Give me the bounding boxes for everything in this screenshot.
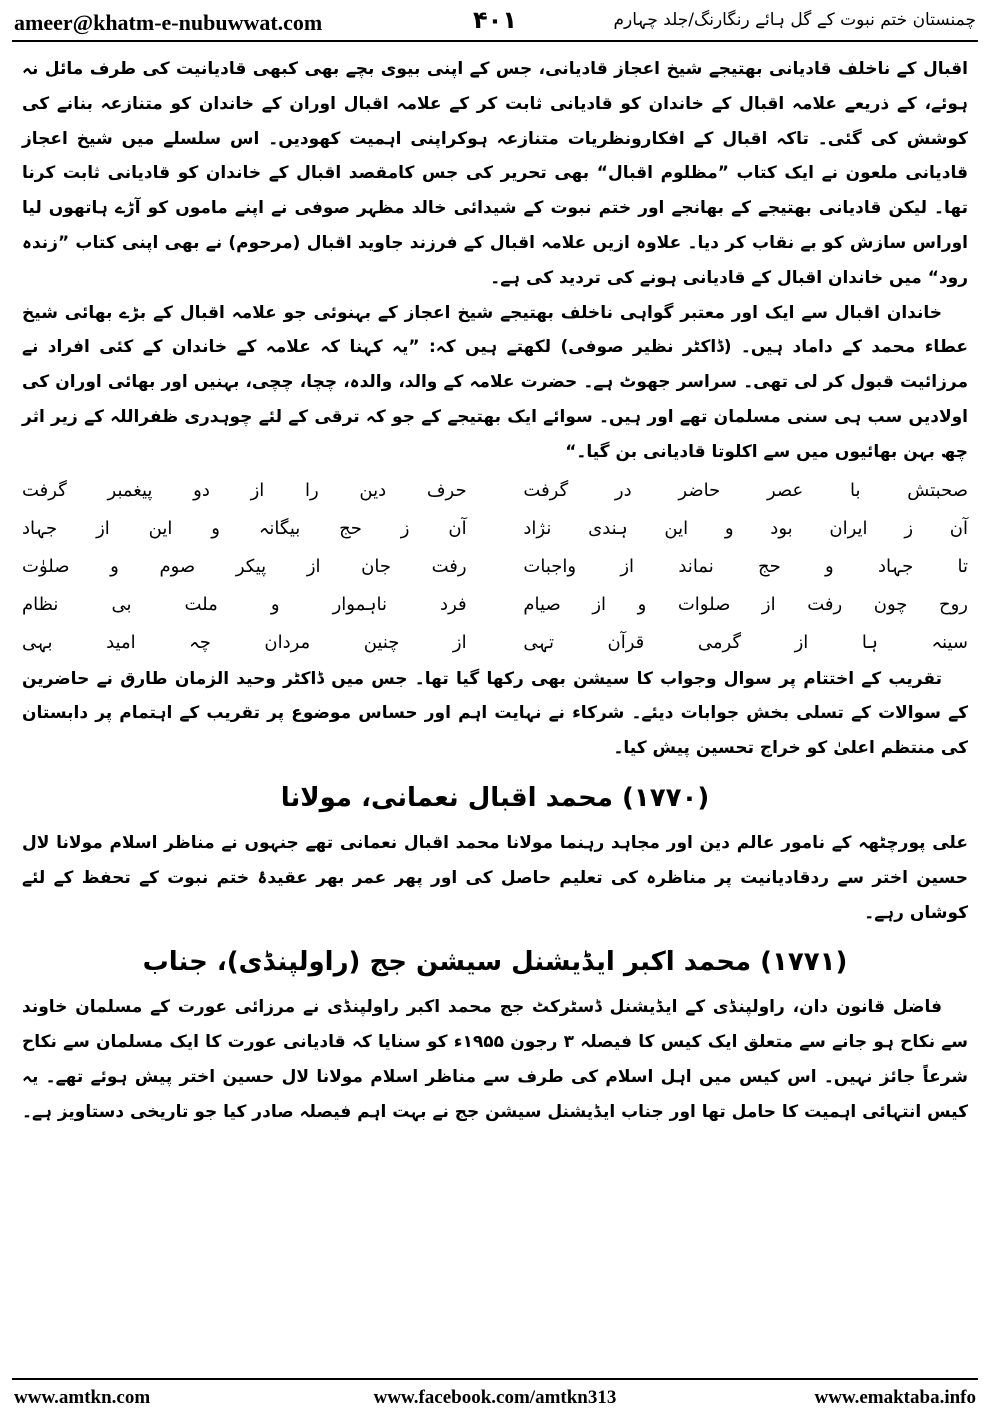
verse-first-half: روح چون رفت از صلوات و از صیام: [523, 593, 968, 615]
section-heading-1770: (۱۷۷۰) محمد اقبال نعمانی، مولانا: [280, 782, 710, 813]
verse-first-half: سینہ ہا از گرمی قرآن تہی: [523, 631, 968, 653]
page-header: [12, 6, 978, 42]
footer-link-facebook[interactable]: www.facebook.com/amtkn313: [373, 1387, 617, 1408]
paragraph-iqbal-family: اقبال کے ناخلف قادیانی بھتیجے شیخ اعجاز قادیانی، جس کے اپنی بیوی بچے بھی کبھی قادیانیت کی طرف مائل نہ ہوئے، کے ذریعے علامہ اقبال کے خاندان کو قادیانی ثابت کر کے علامہ اقبال اوران کے خاندان کو متنازعہ بنانے کی کوشش کی گئی۔ تاکہ اقبال کے افکارونظریات متنازعہ ہوکراپنی اہمیت کھودیں۔ اس سلسلے میں شیخ اعجاز قادیانی ملعون نے ایک کتاب ”مظلوم اقبال“ بھی تحریر کی جس کامقصد اقبال کے خاندان کو قادیانی ثابت کرنا تھا۔ لیکن قادیانی بھتیجے کے بھانجے اور ختم نبوت کے شیدائی خالد مظہر صوفی نے اپنے ماموں کو آڑے ہاتھوں لیا اوراس سازش کو بے نقاب کر دیا۔ علاوہ ازیں علامہ اقبال کے فرزند جاوید اقبال (مرحوم) نے بھی اپنی کتاب ”زندہ رود“ میں خاندان اقبال کے قادیانی ہونے کی تردید کی ہے۔: [22, 59, 968, 288]
paragraph-qa-session: تقریب کے اختتام پر سوال وجواب کا سیشن بھی رکھا گیا تھا۔ جس میں ڈاکٹر وحید الزمان طارق نے حاضرین کے سوالات کے تسلی بخش جوابات دیئے۔ شرکاء نے نہایت اہم اور حساس موضوع پر تقریب کے اہتمام پر دابستان کی منتظم اعلیٰ کو خراج تحسین پیش کیا۔: [22, 668, 969, 759]
paragraph-iqbal-nomani: علی پورچٹھہ کے نامور عالم دین اور مجاہد رہنما مولانا محمد اقبال نعمانی تھے جنہوں نے مناظر اسلام مولانا لال حسین اختر سے ردقادیانیت پر مناظرہ کی تعلیم حاصل کی اور پھر عمر بھر عقیدۂ ختم نبوت کے تحفظ کے لئے کوشاں رہے۔: [22, 832, 968, 923]
verse-first-half: تا جہاد و حج نماند از واجبات: [523, 555, 968, 577]
page-number: ۴۰۱: [473, 6, 517, 34]
verse-second-half: فرد ناہموار و ملت بی نظام: [22, 593, 467, 615]
book-title: چمنستان ختم نبوت کے گل ہائے رنگارنگ/جلد چہارم: [613, 10, 976, 30]
verse-first-half: صحبتش با عصر حاضر در گرفت: [523, 479, 968, 501]
verse-second-half: آن ز حج بیگانہ و این از جہاد: [22, 517, 467, 539]
verse-couplet: [22, 472, 968, 510]
verse-second-half: رفت جان از پیکر صوم و صلوٰت: [22, 555, 467, 577]
verse-second-half: حرف دین را از دو پیغمبر گرفت: [22, 479, 467, 501]
verse-couplet: [22, 586, 968, 624]
verse-second-half: از چنین مردان چہ امید بہی: [22, 631, 467, 653]
paragraph-judge-akbar: فاضل قانون دان، راولپنڈی کے ایڈیشنل ڈسٹرکٹ جج محمد اکبر راولپنڈی نے مرزائی عورت کے مسلمان خاوند سے نکاح ہو جانے سے متعلق ایک کیس کا فیصلہ ۳ رجون ۱۹۵۵ء کو سنایا کہ قادیانی عورت کا ایک مسلمان سے نکاح شرعاً جائز نہیں۔ اس کیس میں اہل اسلام کی طرف سے مناظر اسلام مولانا لال حسین اختر پیش ہوئے تھے۔ یہ کیس انتہائی اہمیت کا حامل تھا اور جناب ایڈیشنل سیشن جج نے بہت اہم فیصلہ صادر کیا جو تاریخی دستاویز ہے۔: [22, 997, 968, 1122]
page-footer: [12, 1378, 978, 1414]
section-heading-1771: (۱۷۷۱) محمد اکبر ایڈیشنل سیشن جج (راولپنڈی)، جناب: [142, 947, 848, 978]
paragraph-nazir-sufi-testimony: خاندان اقبال سے ایک اور معتبر گواہی ناخلف بھتیجے شیخ اعجاز کے بہنوئی جو علامہ اقبال کے بڑے بھائی شیخ عطاء محمد کے داماد ہیں۔ (ڈاکٹر نظیر صوفی) لکھتے ہیں کہ: ”یہ کہنا کہ علامہ کے خاندان کے کئی افراد نے مرزائیت قبول کر لی تھی۔ سراسر جھوٹ ہے۔ حضرت علامہ کے والد، والدہ، چچا، چچی، بہنیں اور بھائی اوران کی اولادیں سب ہی سنی مسلمان تھے اور ہیں۔ سوائے ایک بھتیجے کے جو کہ ترقی کے لئے چوہدری ظفراللہ کے زیر اثر چھ بہن بھائیوں میں سے اکلوتا قادیانی بن گیا۔“: [22, 302, 968, 462]
verse-couplet: [22, 624, 968, 662]
footer-link-amtkn[interactable]: www.amtkn.com: [14, 1387, 151, 1408]
header-email: ameer@khatm-e-nubuwwat.com: [14, 10, 323, 35]
page-body: [22, 52, 968, 1130]
verse-couplet: [22, 510, 968, 548]
verse-first-half: آن ز ایران بود و این ہندی نژاد: [523, 517, 968, 539]
persian-verses: [22, 472, 968, 662]
verse-couplet: [22, 548, 968, 586]
footer-link-emaktaba[interactable]: www.emaktaba.info: [814, 1387, 976, 1408]
